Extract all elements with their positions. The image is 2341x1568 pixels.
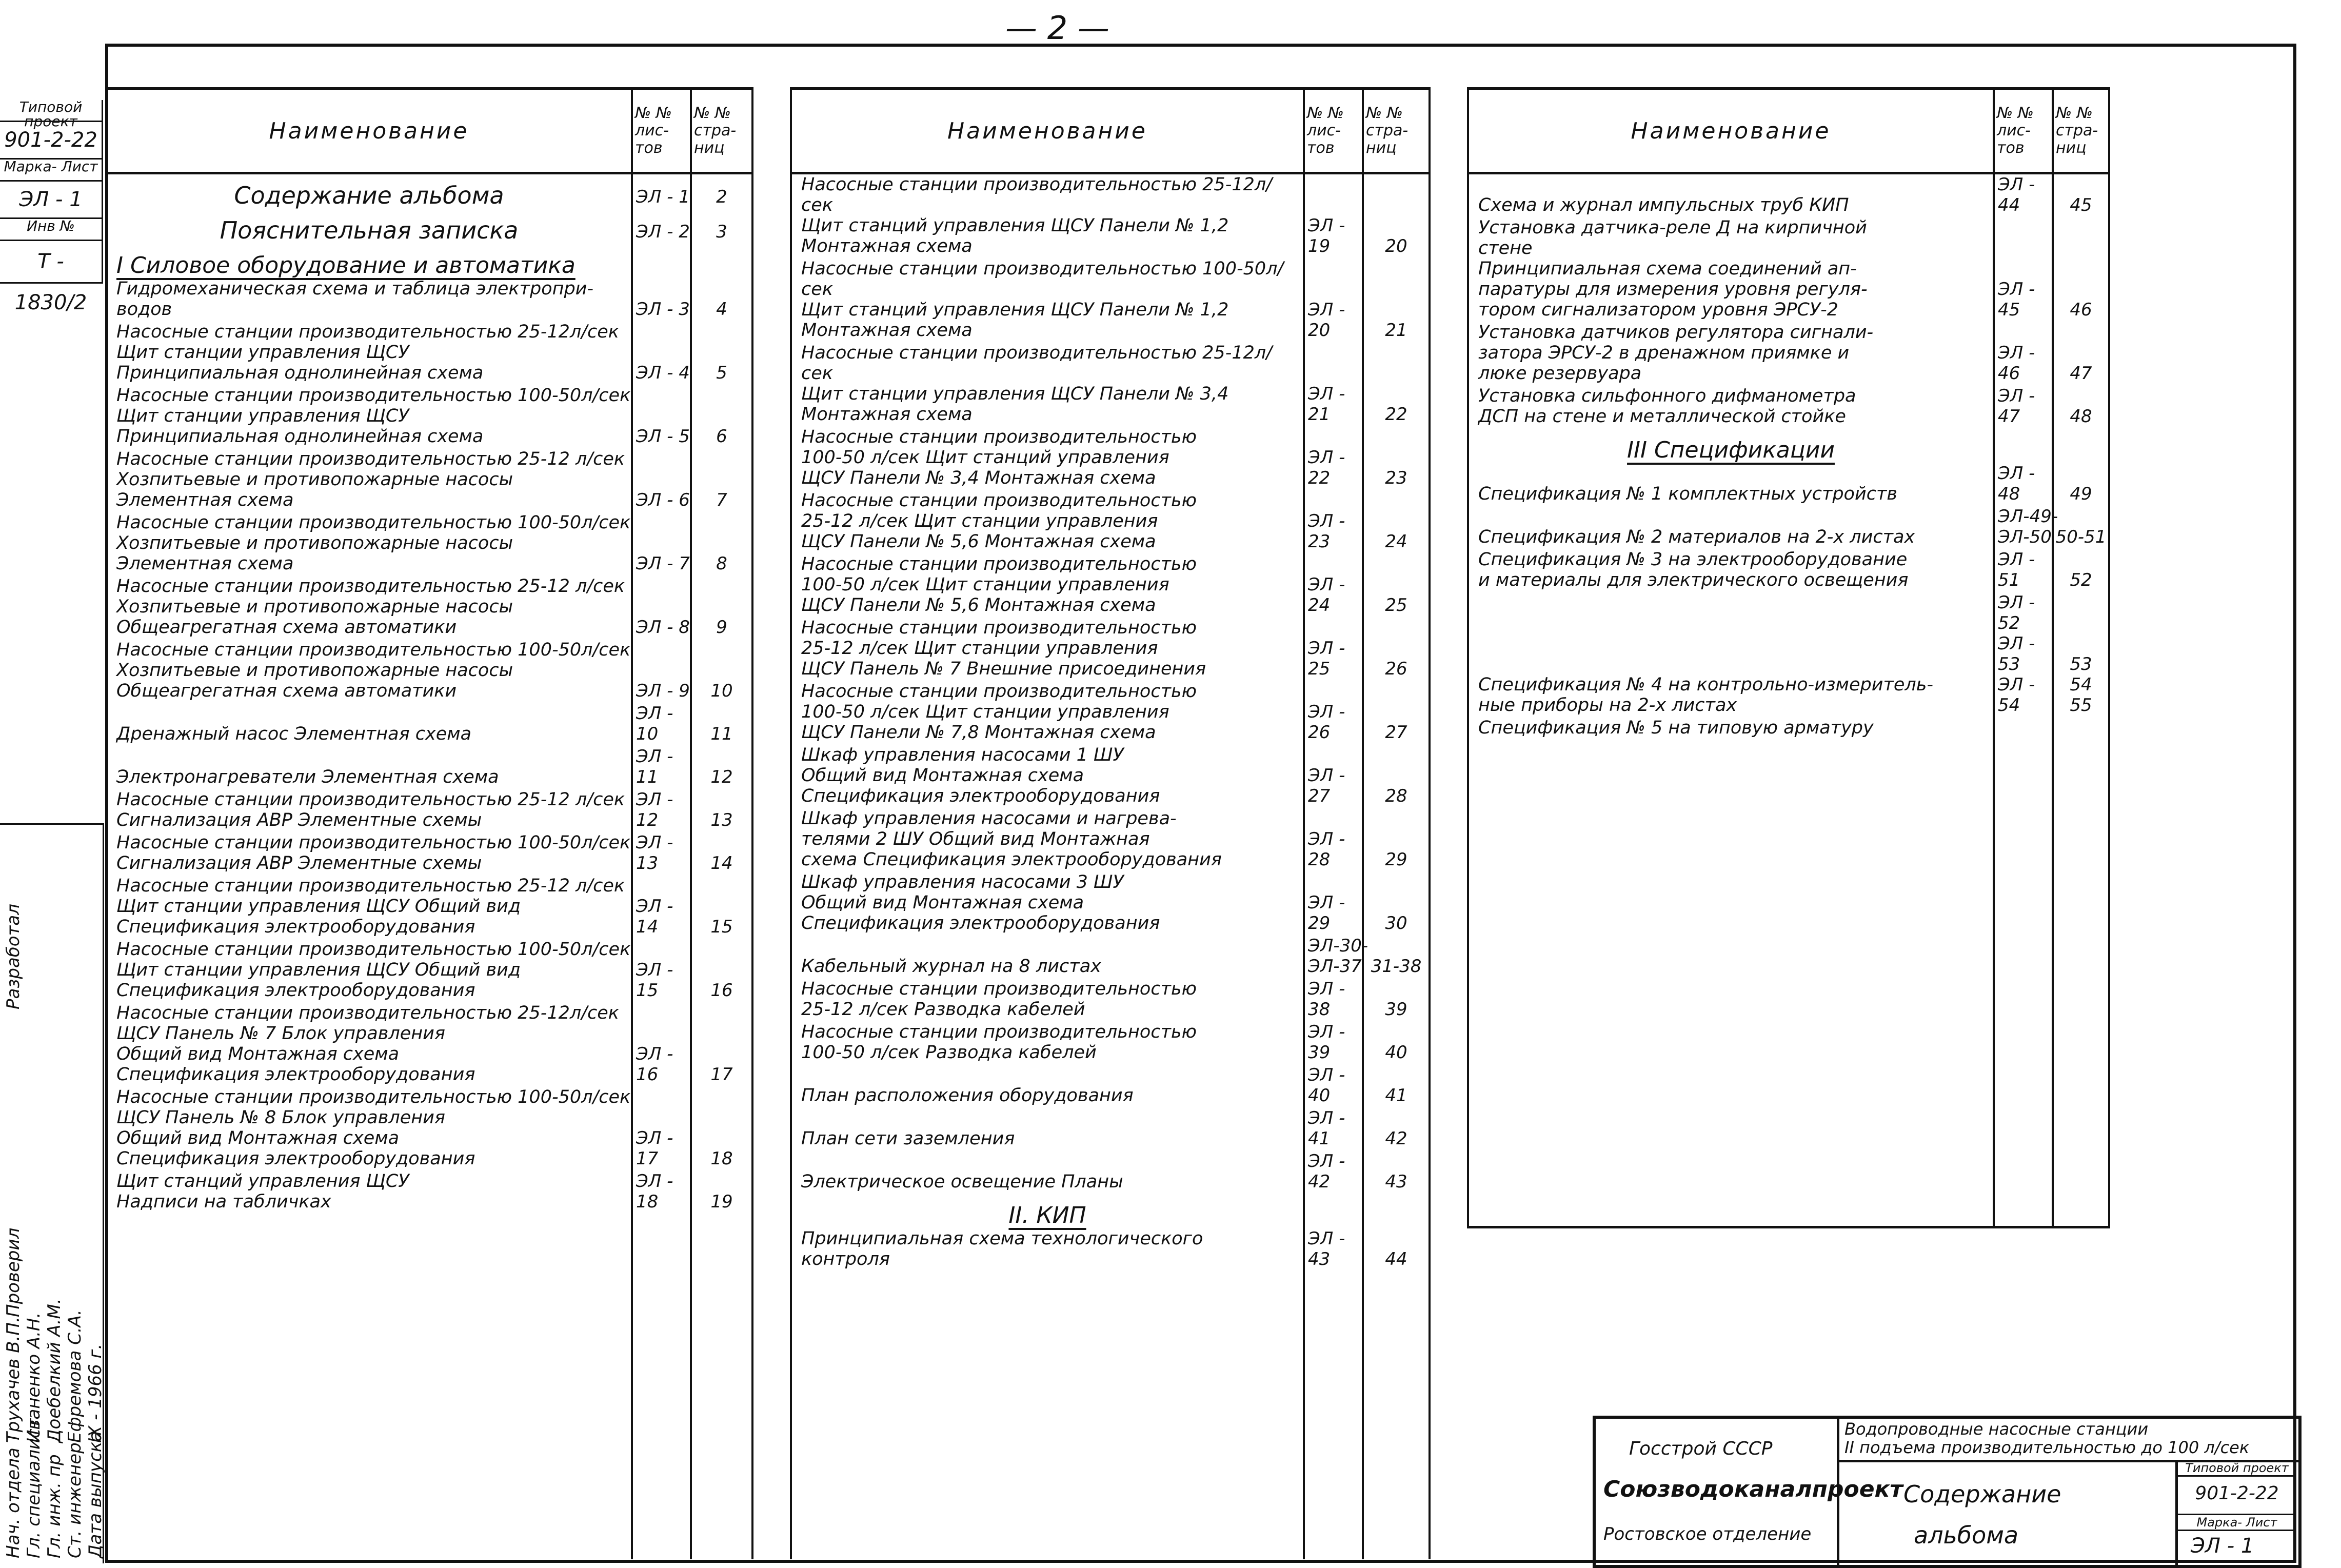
toc-item-name: Насосные станции производительностью 25-12 л/сек Сигнализация АВР Элементные схемы — [106, 789, 632, 832]
toc-item-name: Спецификация № 5 на типовую арматуру — [1468, 718, 1994, 740]
toc-item-name: Принципиальная схема технологического контроля — [791, 1228, 1304, 1272]
toc-item-name: План сети заземления — [791, 1108, 1304, 1151]
toc-item-page: 12 — [691, 746, 752, 789]
toc-item-page: 22 — [1363, 343, 1430, 427]
toc-row — [791, 1151, 1430, 1194]
toc-item-page: 45 — [2053, 173, 2109, 218]
toc-row — [791, 808, 1430, 872]
toc-filler-row — [791, 1272, 1430, 1559]
toc-row — [791, 1194, 1430, 1228]
toc-item-name: Насосные станции производительностью 100-50л/сек Хозпитьевые и противопожарные насосы Общеагрегатная схема автоматики — [106, 640, 632, 703]
toc-item-name: Шкаф управления насосами и нагрева- телями 2 ШУ Общий вид Монтажная схема Спецификация электрооборудования — [791, 808, 1304, 872]
toc-item-page: 14 — [691, 832, 752, 876]
toc-item-page: 2 — [691, 173, 752, 210]
toc-item-page — [691, 244, 752, 279]
toc-item-name: Спецификация № 3 на электрооборудование и материалы для электрического освещения — [1468, 549, 1994, 592]
toc-row — [791, 1108, 1430, 1151]
toc-item-page: 4 — [691, 279, 752, 322]
toc-item-page: 23 — [1363, 427, 1430, 490]
toc-item-sheet: ЭЛ - 18 — [632, 1171, 691, 1214]
toc-item-page: 17 — [691, 1003, 752, 1087]
header-pages: № № стра- ниц — [2053, 89, 2109, 173]
toc-item-sheet: ЭЛ - 21 — [1304, 343, 1363, 427]
toc-row — [106, 876, 752, 939]
toc-row — [106, 244, 752, 279]
toc-item-name: Шкаф управления насосами 1 ШУ Общий вид Монтажная схема Спецификация электрооборудования — [791, 745, 1304, 808]
toc-row — [791, 872, 1430, 936]
toc-item-sheet: ЭЛ - 3 — [632, 279, 691, 322]
toc-row — [1468, 429, 2109, 463]
toc-item-name: Спецификация № 1 комплектных устройств — [1468, 463, 1994, 506]
toc-item-sheet: ЭЛ - 8 — [632, 576, 691, 640]
toc-item-name: Схема и журнал импульсных труб КИП — [1468, 173, 1994, 218]
toc-item-page: 9 — [691, 576, 752, 640]
toc-item-page: 25 — [1363, 554, 1430, 618]
toc-row — [791, 681, 1430, 745]
toc-item-sheet: ЭЛ - 51 — [1994, 549, 2053, 592]
toc-row — [791, 490, 1430, 554]
toc-item-name: Насосные станции производительностью 100-50 л/сек Щит станций управления ЩСУ Панели № 3,4 Монтажная схема — [791, 427, 1304, 490]
toc-item-sheet: ЭЛ - 17 — [632, 1087, 691, 1171]
toc-row — [791, 1228, 1430, 1272]
mark-label: Марка- Лист — [0, 160, 103, 182]
person-1: Иваненко А.Н. — [24, 1312, 44, 1443]
toc-filler-cell — [106, 1214, 632, 1559]
toc-row — [791, 427, 1430, 490]
toc-item-page: 43 — [1363, 1151, 1430, 1194]
toc-filler-cell — [1468, 740, 1994, 1227]
toc-row — [106, 1087, 752, 1171]
toc-item-name: Спецификация № 4 на контрольно-измеритель- ные приборы на 2-х листах — [1468, 592, 1994, 718]
toc-item-sheet: ЭЛ - 4 — [632, 322, 691, 385]
toc-item-name — [791, 1194, 1304, 1228]
person-4: IX - 1966 г. — [85, 1343, 106, 1443]
section-title: III Спецификации — [1627, 437, 1835, 463]
toc-item-name: Насосные станции производительностью 25-12л/сек Щит станции управления ЩСУ Панели № 3,4 Монтажная схема — [791, 343, 1304, 427]
toc-row — [106, 173, 752, 210]
toc-item-page: 13 — [691, 789, 752, 832]
toc-item-sheet: ЭЛ - 43 — [1304, 1228, 1363, 1272]
toc-item-sheet: ЭЛ - 7 — [632, 512, 691, 576]
toc-item-sheet: ЭЛ - 40 — [1304, 1065, 1363, 1108]
toc-row — [791, 936, 1430, 979]
toc-item-name: Насосные станции производительностью 100-50 л/сек Разводка кабелей — [791, 1022, 1304, 1065]
project-title: Водопроводные насосные станции II подъема производительностью до 100 л/сек — [1844, 1419, 2250, 1457]
toc-item-page: 11 — [691, 703, 752, 746]
toc-item-sheet: ЭЛ - 41 — [1304, 1108, 1363, 1151]
toc-row — [106, 1171, 752, 1214]
toc-item-sheet: ЭЛ - 27 — [1304, 745, 1363, 808]
toc-item-name: Насосные станции производительностью 25-12 л/сек Щит станции управления ЩСУ Панели № 5,6 Монтажная схема — [791, 490, 1304, 554]
toc-item-page: 39 — [1363, 979, 1430, 1022]
mark-value: ЭЛ - 1 — [0, 182, 103, 219]
toc-item-page: 40 — [1363, 1022, 1430, 1065]
toc-filler-cell — [632, 1214, 691, 1559]
toc-item-page — [2053, 429, 2109, 463]
toc-row — [106, 576, 752, 640]
toc-item-sheet: ЭЛ - 39 — [1304, 1022, 1363, 1065]
toc-row — [1468, 549, 2109, 592]
toc-item-sheet: ЭЛ - 48 — [1994, 463, 2053, 506]
toc-item-name — [1468, 429, 1994, 463]
developed-label: Разработал — [3, 904, 24, 1009]
toc-filler-row — [106, 1214, 752, 1559]
toc-item-name: Насосные станции производительностью 100-50л/сек ЩСУ Панель № 8 Блок управления Общий вид Монтажная схема Спецификация электрооборудования — [106, 1087, 632, 1171]
toc-item-sheet: ЭЛ - 22 — [1304, 427, 1363, 490]
toc-row — [106, 385, 752, 449]
toc-item-sheet: ЭЛ - 12 — [632, 789, 691, 832]
doc-title-2: альбома — [1914, 1521, 2019, 1549]
toc-item-sheet: ЭЛ-49- ЭЛ-50 — [1994, 506, 2053, 549]
signature-block — [0, 823, 104, 1563]
toc-item-name: Установка сильфонного дифманометра ДСП на стене и металлической стойке — [1468, 386, 1994, 429]
toc-item-name: Электрическое освещение Планы — [791, 1151, 1304, 1194]
toc-row — [791, 554, 1430, 618]
role-1: Гл. специалист — [24, 1418, 44, 1558]
toc-item-name: Насосные станции производительностью 25-12 л/сек Щит станции управления ЩСУ Панель № 7 Внешние присоединения — [791, 618, 1304, 681]
toc-item-name: Гидромеханическая схема и таблица электропри- водов — [106, 279, 632, 322]
toc-item-page: 41 — [1363, 1065, 1430, 1108]
stamp-mark-label: Марка- Лист — [2178, 1514, 2296, 1531]
header-sheets: № № лис- тов — [1994, 89, 2053, 173]
toc-item-page — [2053, 718, 2109, 740]
toc-item-page: 24 — [1363, 490, 1430, 554]
toc-item-page: 27 — [1363, 681, 1430, 745]
toc-item-page: 3 — [691, 209, 752, 244]
toc-item-sheet: ЭЛ-30- ЭЛ-37 — [1304, 936, 1363, 979]
toc-row — [106, 279, 752, 322]
toc-row — [106, 512, 752, 576]
toc-item-sheet: ЭЛ - 5 — [632, 385, 691, 449]
toc-item-page: 19 — [691, 1171, 752, 1214]
toc-item-page: 26 — [1363, 618, 1430, 681]
toc-filler-cell — [2053, 740, 2109, 1227]
toc-item-sheet: ЭЛ - 46 — [1994, 322, 2053, 386]
toc-item-name: Установка датчиков регулятора сигнали- затора ЭРСУ-2 в дренажном приямке и люке резервуара — [1468, 322, 1994, 386]
toc-row — [106, 1003, 752, 1087]
toc-item-sheet: ЭЛ - 44 — [1994, 173, 2053, 218]
toc-item-page: 28 — [1363, 745, 1430, 808]
toc-item-sheet: ЭЛ - 28 — [1304, 808, 1363, 872]
toc-item-page: 49 — [2053, 463, 2109, 506]
toc-item-name: Установка датчика-реле Д на кирпичной стене Принципиальная схема соединений ап- паратуры для измерения уровня регуля- тором сигнализатором уровня ЭРСУ-2 — [1468, 217, 1994, 322]
toc-row — [106, 789, 752, 832]
toc-row — [791, 745, 1430, 808]
toc-item-name: Насосные станции производительностью 25-12л/сек Щит станций управления ЩСУ Панели № 1,2 Монтажная схема — [791, 173, 1304, 259]
toc-row — [1468, 506, 2109, 549]
toc-item-page: 21 — [1363, 259, 1430, 343]
toc-row — [1468, 386, 2109, 429]
toc-item-name: Пояснительная записка — [106, 209, 632, 244]
toc-item-page: 31-38 — [1363, 936, 1430, 979]
toc-table-1 — [105, 87, 753, 1559]
header-name: Наименование — [1468, 89, 1994, 173]
toc-row — [106, 703, 752, 746]
toc-item-page: 50-51 — [2053, 506, 2109, 549]
toc-row — [106, 449, 752, 512]
toc-filler-row — [1468, 740, 2109, 1227]
toc-item-page: 5 — [691, 322, 752, 385]
org-ministry: Госстрой СССР — [1629, 1438, 1773, 1459]
inv-label: Инв № — [0, 219, 103, 241]
toc-item-sheet: ЭЛ - 13 — [632, 832, 691, 876]
toc-item-name: Щит станций управления ЩСУ Надписи на табличках — [106, 1171, 632, 1214]
toc-item-sheet: ЭЛ - 19 — [1304, 173, 1363, 259]
toc-filler-cell — [1363, 1272, 1430, 1559]
header-pages: № № стра- ниц — [1363, 89, 1430, 173]
toc-item-sheet: ЭЛ - 15 — [632, 939, 691, 1003]
toc-item-page: 20 — [1363, 173, 1430, 259]
toc-filler-cell — [1994, 740, 2053, 1227]
toc-row — [1468, 718, 2109, 740]
toc-item-sheet: ЭЛ - 16 — [632, 1003, 691, 1087]
header-name: Наименование — [791, 89, 1304, 173]
org-name: Союзводоканалпроект — [1603, 1476, 1903, 1502]
toc-item-page: 29 — [1363, 808, 1430, 872]
toc-row — [1468, 463, 2109, 506]
toc-row — [791, 173, 1430, 259]
toc-row — [1468, 322, 2109, 386]
toc-row — [106, 640, 752, 703]
toc-item-name: Насосные станции производительностью 100-50л/сек Щит станции управления ЩСУ Принципиальная однолинейная схема — [106, 385, 632, 449]
toc-item-name: Кабельный журнал на 8 листах — [791, 936, 1304, 979]
toc-item-page: 52 — [2053, 549, 2109, 592]
toc-item-name: Шкаф управления насосами 3 ШУ Общий вид Монтажная схема Спецификация электрооборудования — [791, 872, 1304, 936]
toc-item-page: 53 54 55 — [2053, 592, 2109, 718]
toc-item-name: Насосные станции производительностью 100-50л/сек Щит станции управления ЩСУ Общий вид Спецификация электрооборудования — [106, 939, 632, 1003]
toc-row — [791, 618, 1430, 681]
toc-item-name: Насосные станции производительностью 100-50л/сек Хозпитьевые и противопожарные насосы Элементная схема — [106, 512, 632, 576]
toc-row — [791, 979, 1430, 1022]
toc-filler-cell — [691, 1214, 752, 1559]
person-2: Доебелкий А.М. — [44, 1298, 65, 1443]
toc-row — [791, 1065, 1430, 1108]
stamp-series-value: 901-2-22 — [2195, 1483, 2279, 1504]
toc-item-name: Насосные станции производительностью 25-12 л/сек Хозпитьевые и противопожарные насосы Элементная схема — [106, 449, 632, 512]
checked-label: Проверил — [3, 1227, 24, 1317]
doc-title-1: Содержание — [1903, 1480, 2061, 1508]
toc-item-page: 7 — [691, 449, 752, 512]
section-title: I Силовое оборудование и автоматика — [116, 252, 576, 279]
toc-row — [791, 1022, 1430, 1065]
toc-item-name: Насосные станции производительностью 25-12 л/сек Разводка кабелей — [791, 979, 1304, 1022]
series-value: 901-2-22 — [0, 122, 103, 160]
toc-item-name: Насосные станции производительностью 25-12л/сек ЩСУ Панель № 7 Блок управления Общий вид Монтажная схема Спецификация электрооборудования — [106, 1003, 632, 1087]
toc-item-sheet: ЭЛ - 42 — [1304, 1151, 1363, 1194]
toc-filler-cell — [1304, 1272, 1363, 1559]
toc-item-name: Насосные станции производительностью 25-12л/сек Щит станции управления ЩСУ Принципиальная однолинейная схема — [106, 322, 632, 385]
toc-item-sheet: ЭЛ - 10 — [632, 703, 691, 746]
toc-item-page — [1363, 1194, 1430, 1228]
toc-item-sheet: ЭЛ - 2 — [632, 209, 691, 244]
toc-row — [1468, 592, 2109, 718]
toc-row — [106, 322, 752, 385]
toc-table-2 — [790, 87, 1431, 1559]
toc-item-page: 16 — [691, 939, 752, 1003]
toc-item-sheet: ЭЛ - 1 — [632, 173, 691, 210]
toc-item-sheet: ЭЛ - 47 — [1994, 386, 2053, 429]
org-branch: Ростовское отделение — [1603, 1524, 1812, 1544]
toc-item-page: 10 — [691, 640, 752, 703]
toc-item-name: Насосные станции производительностью 100-50л/сек Щит станций управления ЩСУ Панели № 1,2 Монтажная схема — [791, 259, 1304, 343]
toc-row — [1468, 217, 2109, 322]
toc-item-sheet: ЭЛ - 26 — [1304, 681, 1363, 745]
inv-value: Т - 1830/2 — [0, 241, 103, 284]
toc-item-sheet — [1304, 1194, 1363, 1228]
toc-item-sheet: ЭЛ - 9 — [632, 640, 691, 703]
page-number: — 2 — — [1005, 9, 1109, 47]
toc-item-name: Дренажный насос Элементная схема — [106, 703, 632, 746]
toc-item-page: 47 — [2053, 322, 2109, 386]
toc-item-sheet: ЭЛ - 38 — [1304, 979, 1363, 1022]
toc-item-page: 42 — [1363, 1108, 1430, 1151]
toc-item-sheet: ЭЛ - 20 — [1304, 259, 1363, 343]
toc-item-sheet — [632, 244, 691, 279]
header-name: Наименование — [106, 89, 632, 173]
toc-item-sheet: ЭЛ - 14 — [632, 876, 691, 939]
toc-item-sheet — [1994, 718, 2053, 740]
toc-item-sheet: ЭЛ - 23 — [1304, 490, 1363, 554]
toc-row — [791, 259, 1430, 343]
toc-item-name: Насосные станции производительностью 25-12 л/сек Щит станции управления ЩСУ Общий вид Спецификация электрооборудования — [106, 876, 632, 939]
stamp-mark-value: ЭЛ - 1 — [2191, 1534, 2254, 1558]
series-label: Типовой проект — [0, 100, 103, 122]
toc-row — [791, 343, 1430, 427]
toc-item-page: 18 — [691, 1087, 752, 1171]
toc-table-3 — [1467, 87, 2110, 1228]
toc-item-name: Электронагреватели Элементная схема — [106, 746, 632, 789]
person-3: Ефремова С.А. — [65, 1309, 85, 1443]
toc-item-page: 48 — [2053, 386, 2109, 429]
toc-item-sheet: ЭЛ - 52 ЭЛ - 53 ЭЛ - 54 — [1994, 592, 2053, 718]
role-0: Нач. отдела — [3, 1447, 24, 1558]
left-title-strip — [0, 98, 106, 1564]
toc-row — [106, 939, 752, 1003]
toc-filler-cell — [791, 1272, 1304, 1559]
toc-item-sheet: ЭЛ - 24 — [1304, 554, 1363, 618]
toc-item-name: Насосные станции производительностью 100-50л/сек Сигнализация АВР Элементные схемы — [106, 832, 632, 876]
toc-item-page: 44 — [1363, 1228, 1430, 1272]
role-3: Ст. инженер — [65, 1442, 85, 1558]
toc-item-name: Насосные станции производительностью 100-50 л/сек Щит станции управления ЩСУ Панели № 5,6 Монтажная схема — [791, 554, 1304, 618]
toc-item-name: Насосные станции производительностью 100-50 л/сек Щит станции управления ЩСУ Панели № 7,8 Монтажная схема — [791, 681, 1304, 745]
toc-item-sheet: ЭЛ - 25 — [1304, 618, 1363, 681]
toc-item-name — [106, 244, 632, 279]
toc-row — [1468, 173, 2109, 218]
toc-item-name: План расположения оборудования — [791, 1065, 1304, 1108]
toc-item-sheet: ЭЛ - 11 — [632, 746, 691, 789]
header-sheets: № № лис- тов — [632, 89, 691, 173]
toc-item-sheet: ЭЛ - 29 — [1304, 872, 1363, 936]
toc-item-sheet — [1994, 429, 2053, 463]
toc-row — [106, 832, 752, 876]
header-sheets: № № лис- тов — [1304, 89, 1363, 173]
toc-item-name: Содержание альбома — [106, 173, 632, 210]
toc-item-name: Насосные станции производительностью 25-12 л/сек Хозпитьевые и противопожарные насосы Общеагрегатная схема автоматики — [106, 576, 632, 640]
title-block — [1593, 1416, 2302, 1568]
stamp-series-label: Типовой проект — [2178, 1461, 2296, 1477]
toc-item-sheet: ЭЛ - 45 — [1994, 217, 2053, 322]
section-title: II. КИП — [1008, 1202, 1086, 1228]
header-pages: № № стра- ниц — [691, 89, 752, 173]
role-2: Гл. инж. пр — [44, 1454, 65, 1558]
toc-item-sheet: ЭЛ - 6 — [632, 449, 691, 512]
toc-item-page: 15 — [691, 876, 752, 939]
toc-item-page: 30 — [1363, 872, 1430, 936]
toc-item-page: 46 — [2053, 217, 2109, 322]
toc-item-page: 8 — [691, 512, 752, 576]
person-0: Трухачев В.П. — [3, 1317, 24, 1443]
toc-item-page: 6 — [691, 385, 752, 449]
toc-item-name: Спецификация № 2 материалов на 2-х листах — [1468, 506, 1994, 549]
role-4: Дата выпуска — [85, 1431, 106, 1558]
toc-row — [106, 746, 752, 789]
toc-row — [106, 209, 752, 244]
